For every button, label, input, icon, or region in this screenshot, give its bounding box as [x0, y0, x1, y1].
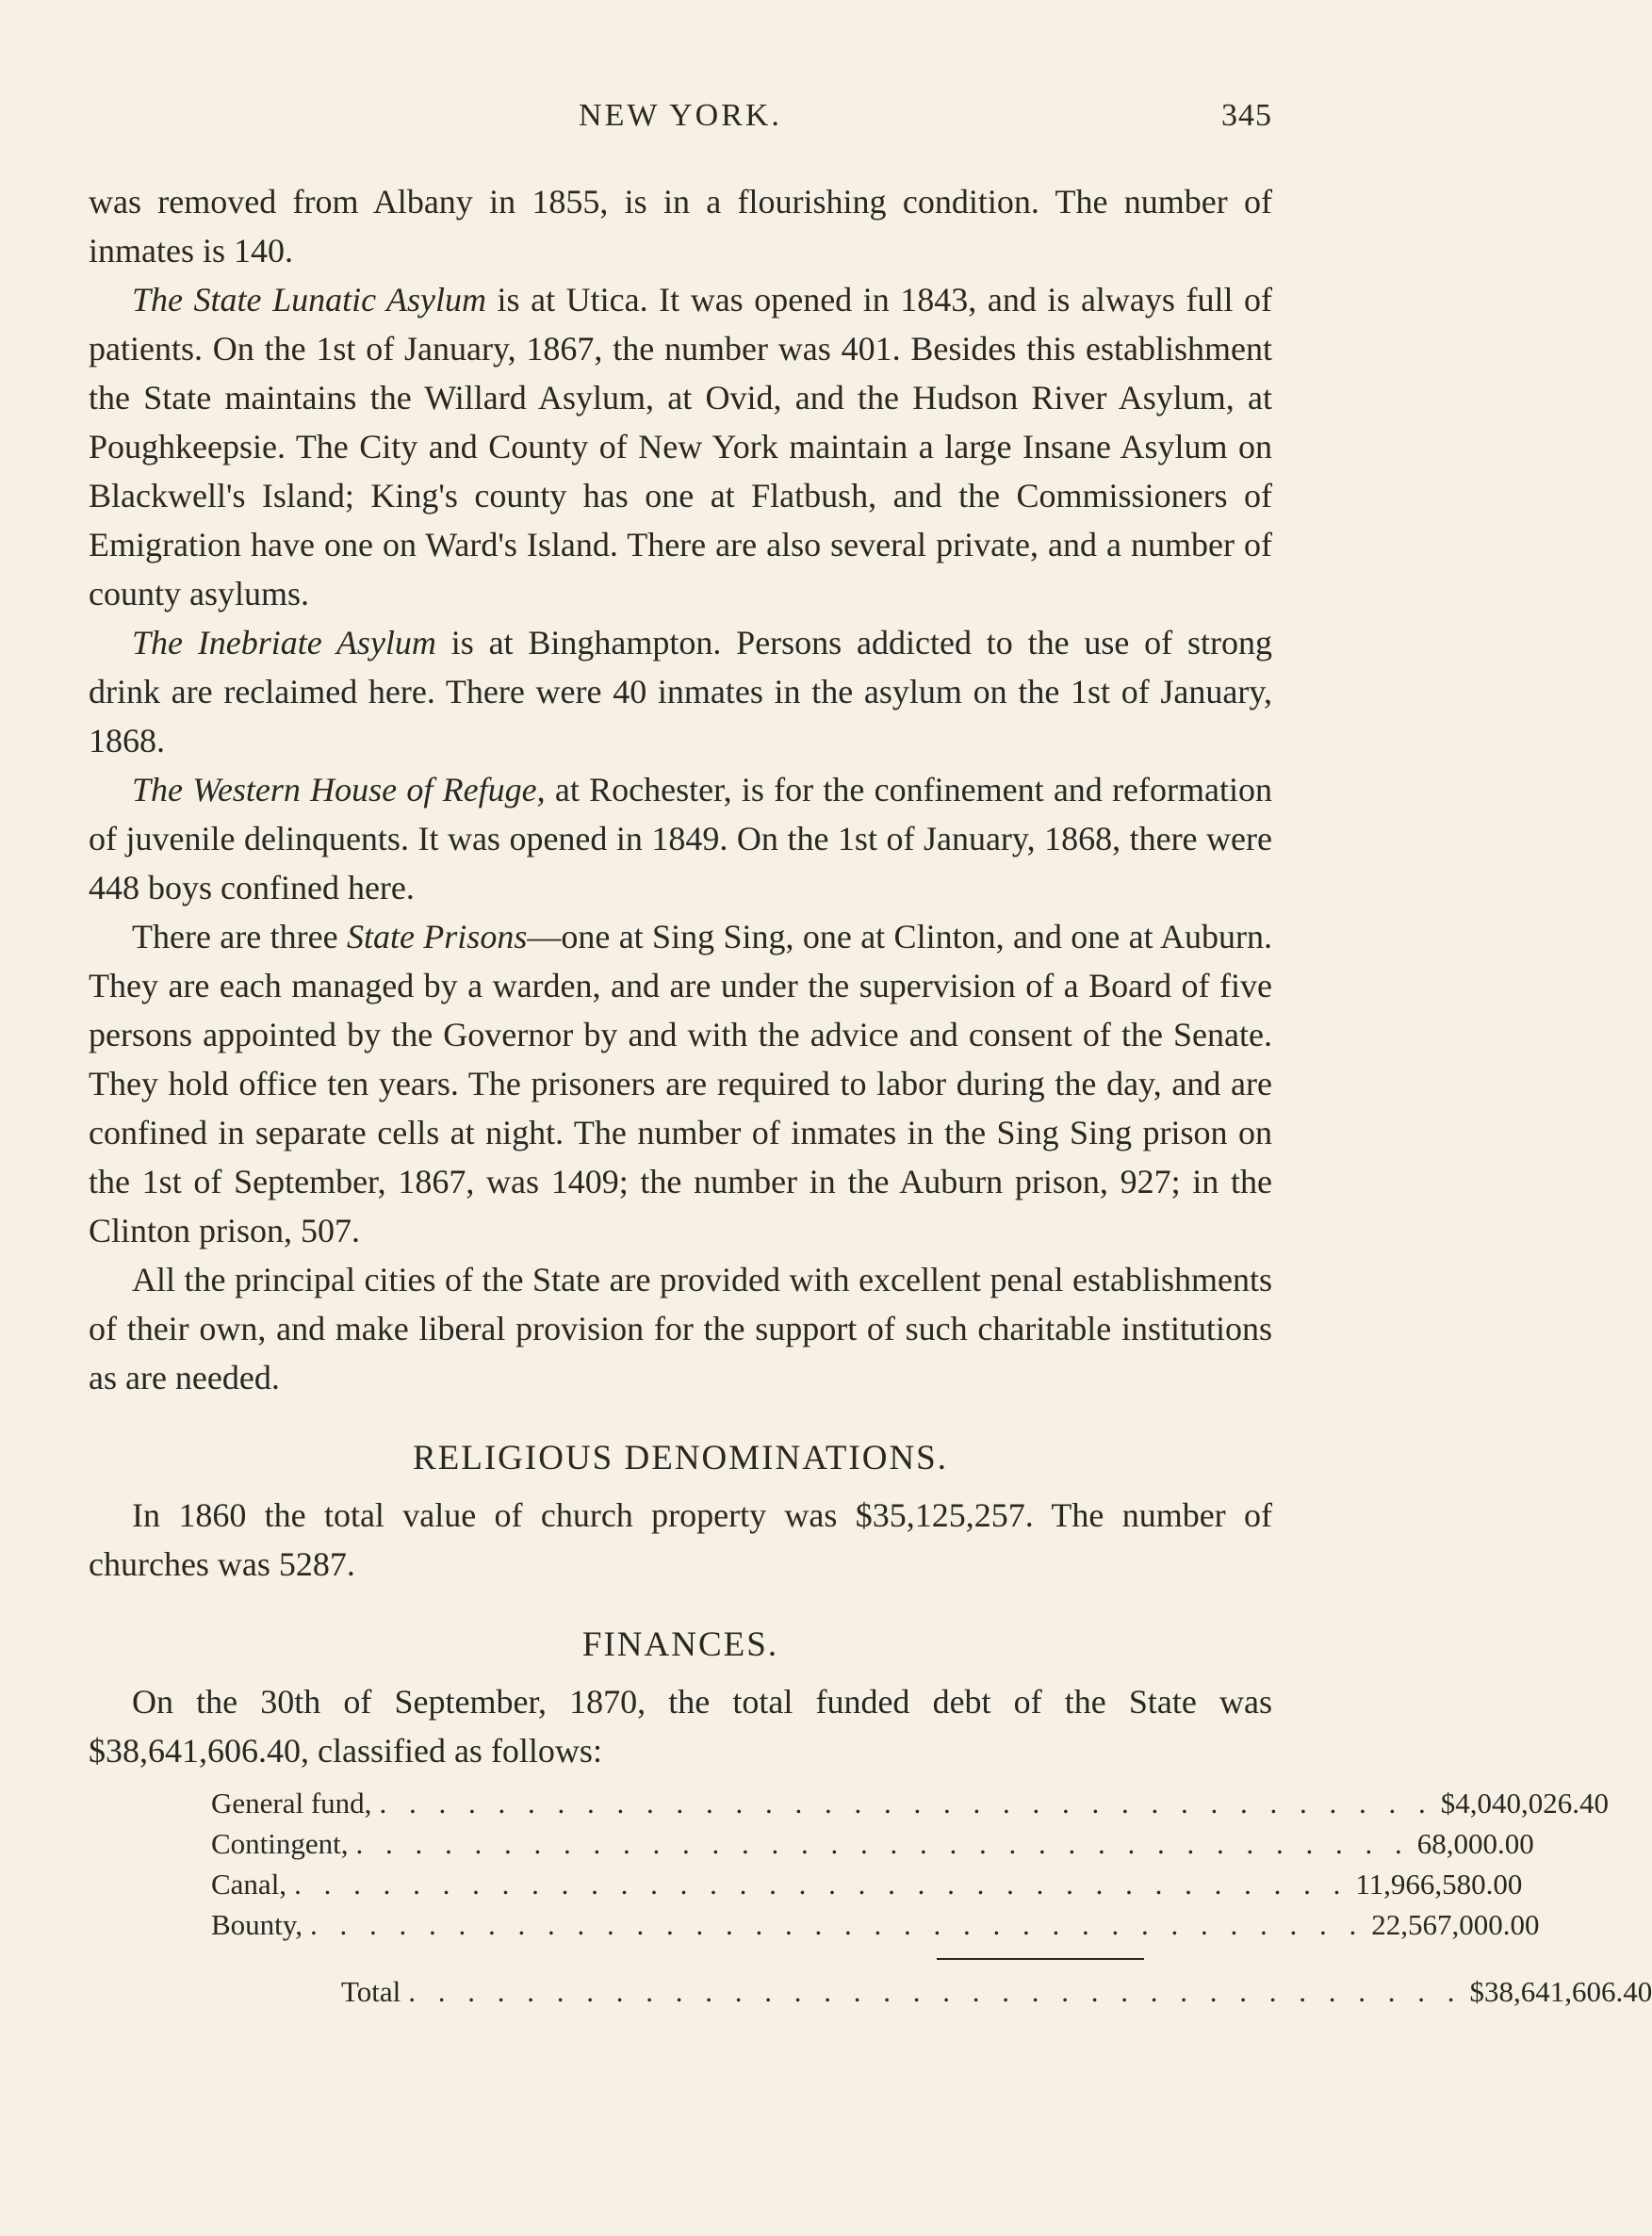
- ledger-row: [211, 1783, 1609, 1823]
- ledger-label: General fund,: [211, 1787, 372, 1820]
- debt-ledger: [211, 1783, 1652, 2012]
- paragraph-text: is at Utica. It was opened in 1843, and is always full of patients. On the 1st of January, 1867, the number was 401. Besides this establishment the State maintains the Willard Asylum, at Ovid, and the Hudson River Asylum, at Poughkeepsie. The City and County of New York maintain a large Insane Asylum on Blackwell's Island; King's county has one at Flatbush, and the Commissioners of Emigration have one on Ward's Island. There are also several private, and a number of county asylums.: [89, 281, 1272, 612]
- paragraph-state-prisons: [89, 912, 1272, 1255]
- leader-dots: . . . . . . . . . . . . . . . . . . . . . . . . . . . . . . . . . . . .: [355, 1827, 1410, 1860]
- page-number: 345: [1221, 98, 1272, 133]
- ledger-amount: 22,567,000.00: [1371, 1908, 1540, 1941]
- ledger-row: [211, 1864, 1523, 1904]
- italic-term: State Prisons: [346, 918, 528, 955]
- italic-term: The Western House of Refuge,: [132, 771, 546, 808]
- ledger-amount: $4,040,026.40: [1440, 1787, 1609, 1820]
- paragraph-lead: There are three: [132, 918, 347, 955]
- running-title: NEW YORK.: [579, 98, 782, 133]
- ledger-amount: 68,000.00: [1416, 1827, 1534, 1860]
- ledger-total-amount: $38,641,606.40: [1469, 1975, 1652, 2008]
- ledger-label: Canal,: [211, 1868, 287, 1901]
- running-head: [89, 94, 1272, 151]
- paragraph-text: was removed from Albany in 1855, is in a flourishing condition. The number of inmates is 140.: [89, 183, 1272, 269]
- ledger-row: [211, 1823, 1534, 1864]
- ledger-row: [211, 1904, 1540, 1945]
- paragraph-finances: [89, 1677, 1272, 1775]
- ledger-label: Bounty,: [211, 1908, 303, 1941]
- paragraph-text: In 1860 the total value of church property was $35,125,257. The number of churches was 5287.: [89, 1496, 1272, 1583]
- paragraph-text: is at Binghampton. Persons addicted to the use of strong drink are reclaimed here. There were 40 inmates in the asylum on the 1st of January, 1868.: [89, 624, 1272, 759]
- paragraph-text: —one at Sing Sing, one at Clinton, and one at Auburn. They are each managed by a warden, and are under the supervision of a Board of five persons appointed by the Governor by and with the advice and consent of the Senate. They hold office ten years. The prisoners are required to labor during the day, and are confined in separate cells at night. The number of inmates in the Sing Sing prison on the 1st of September, 1867, was 1409; the number in the Auburn prison, 927; in the Clinton prison, 507.: [89, 918, 1273, 1249]
- italic-term: The Inebriate Asylum: [132, 624, 436, 661]
- section-heading-religious: RELIGIOUS DENOMINATIONS.: [412, 1439, 949, 1477]
- book-page: [89, 94, 1652, 2012]
- leader-dots: . . . . . . . . . . . . . . . . . . . . . . . . . . . . . . . . . . . .: [408, 1975, 1463, 2008]
- ledger-total-row: [211, 1971, 1652, 2012]
- paragraph-house-of-refuge: [89, 765, 1272, 912]
- italic-term: The State Lunatic Asylum: [132, 281, 486, 318]
- paragraph-penal-establishments: [89, 1255, 1272, 1402]
- paragraph-lunatic-asylum: [89, 275, 1272, 618]
- leader-dots: . . . . . . . . . . . . . . . . . . . . . . . . . . . . . . . . . . . .: [310, 1908, 1365, 1941]
- paragraph-prior-institution: [89, 177, 1272, 275]
- paragraph-religious: [89, 1491, 1272, 1589]
- leader-dots: . . . . . . . . . . . . . . . . . . . . . . . . . . . . . . . . . . . .: [294, 1868, 1349, 1901]
- section-heading-finances: FINANCES.: [581, 1625, 779, 1664]
- ledger-amount: 11,966,580.00: [1355, 1868, 1523, 1901]
- body-text: [89, 177, 1652, 2012]
- paragraph-text: On the 30th of September, 1870, the total funded debt of the State was $38,641,606.40, classified as follows:: [89, 1683, 1272, 1770]
- paragraph-text: All the principal cities of the State are provided with excellent penal establishments of their own, and make liberal provision for the support of such charitable institutions as are needed.: [89, 1261, 1272, 1396]
- ledger-total-label: Total: [341, 1975, 401, 2008]
- paragraph-inebriate-asylum: [89, 618, 1272, 765]
- ledger-label: Contingent,: [211, 1827, 349, 1860]
- leader-dots: . . . . . . . . . . . . . . . . . . . . . . . . . . . . . . . . . . . .: [379, 1787, 1433, 1820]
- total-rule: [937, 1958, 1144, 1960]
- paragraph-text: at Rochester, is for the confinement and reformation of juvenile delinquents. It was opened in 1849. On the 1st of January, 1868, there were 448 boys confined here.: [89, 771, 1272, 906]
